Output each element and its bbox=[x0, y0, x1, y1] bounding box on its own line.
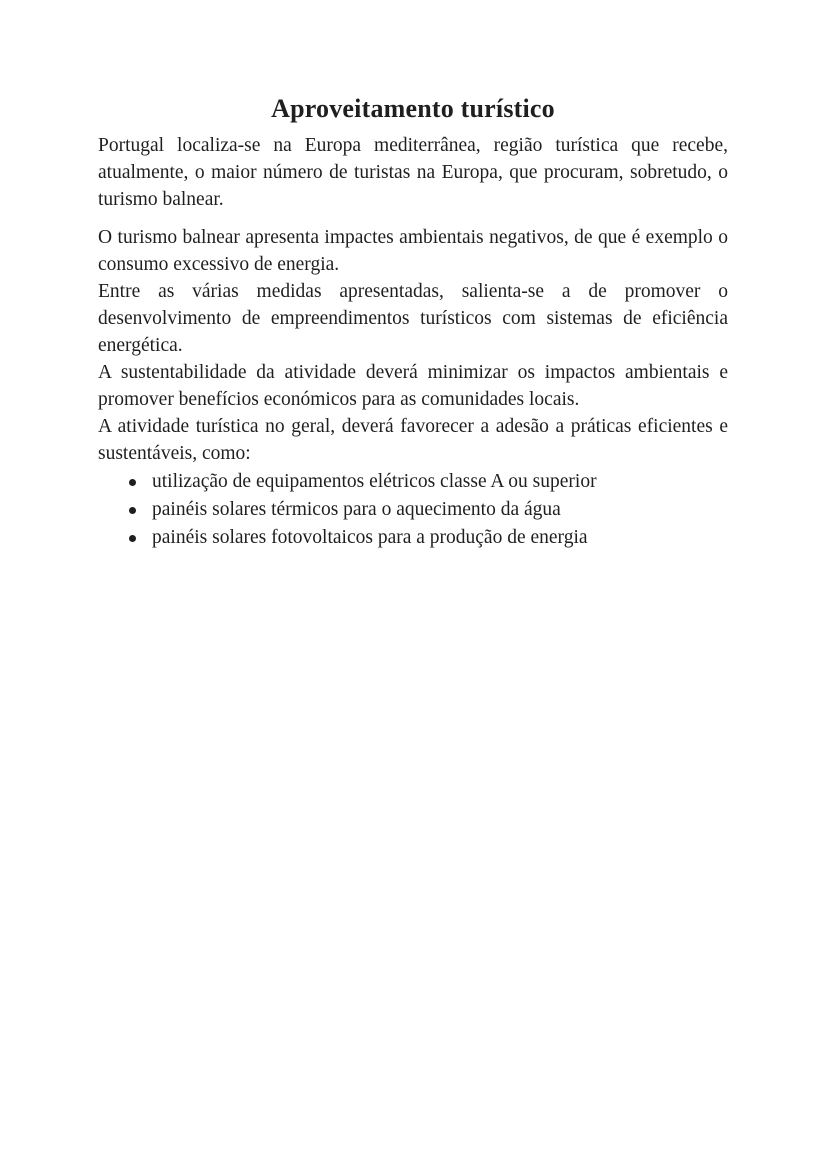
paragraph-intro: Portugal localiza-se na Europa mediterrânea, região turística que recebe, atualmente, o maior número de turistas na Europa, que procuram, sobretudo, o turismo balnear. bbox=[98, 135, 728, 210]
bullet-icon bbox=[129, 507, 136, 514]
bullet-text: painéis solares fotovoltaicos para a produção de energia bbox=[152, 527, 588, 548]
bullet-text: utilização de equipamentos elétricos classe A ou superior bbox=[152, 471, 597, 492]
bullet-text: painéis solares térmicos para o aquecimento da água bbox=[152, 499, 561, 520]
list-item bbox=[98, 496, 728, 524]
paragraph-impacts: O turismo balnear apresenta impactes ambientais negativos, de que é exemplo o consumo excessivo de energia. bbox=[98, 227, 728, 275]
page-title: Aproveitamento turístico bbox=[271, 94, 555, 123]
paragraph-measures: Entre as várias medidas apresentadas, salienta-se a de promover o desenvolvimento de empreendimentos turísticos com sistemas de eficiência energética. bbox=[98, 281, 728, 356]
paragraph-practices: A atividade turística no geral, deverá favorecer a adesão a práticas eficientes e sustentáveis, como: bbox=[98, 416, 728, 464]
paragraph-sustainability: A sustentabilidade da atividade deverá minimizar os impactos ambientais e promover benefícios económicos para as comunidades locais. bbox=[98, 362, 728, 410]
bullet-list bbox=[98, 468, 728, 552]
list-item bbox=[98, 524, 728, 552]
bullet-icon bbox=[129, 535, 136, 542]
bullet-icon bbox=[129, 479, 136, 486]
list-item bbox=[98, 468, 728, 496]
